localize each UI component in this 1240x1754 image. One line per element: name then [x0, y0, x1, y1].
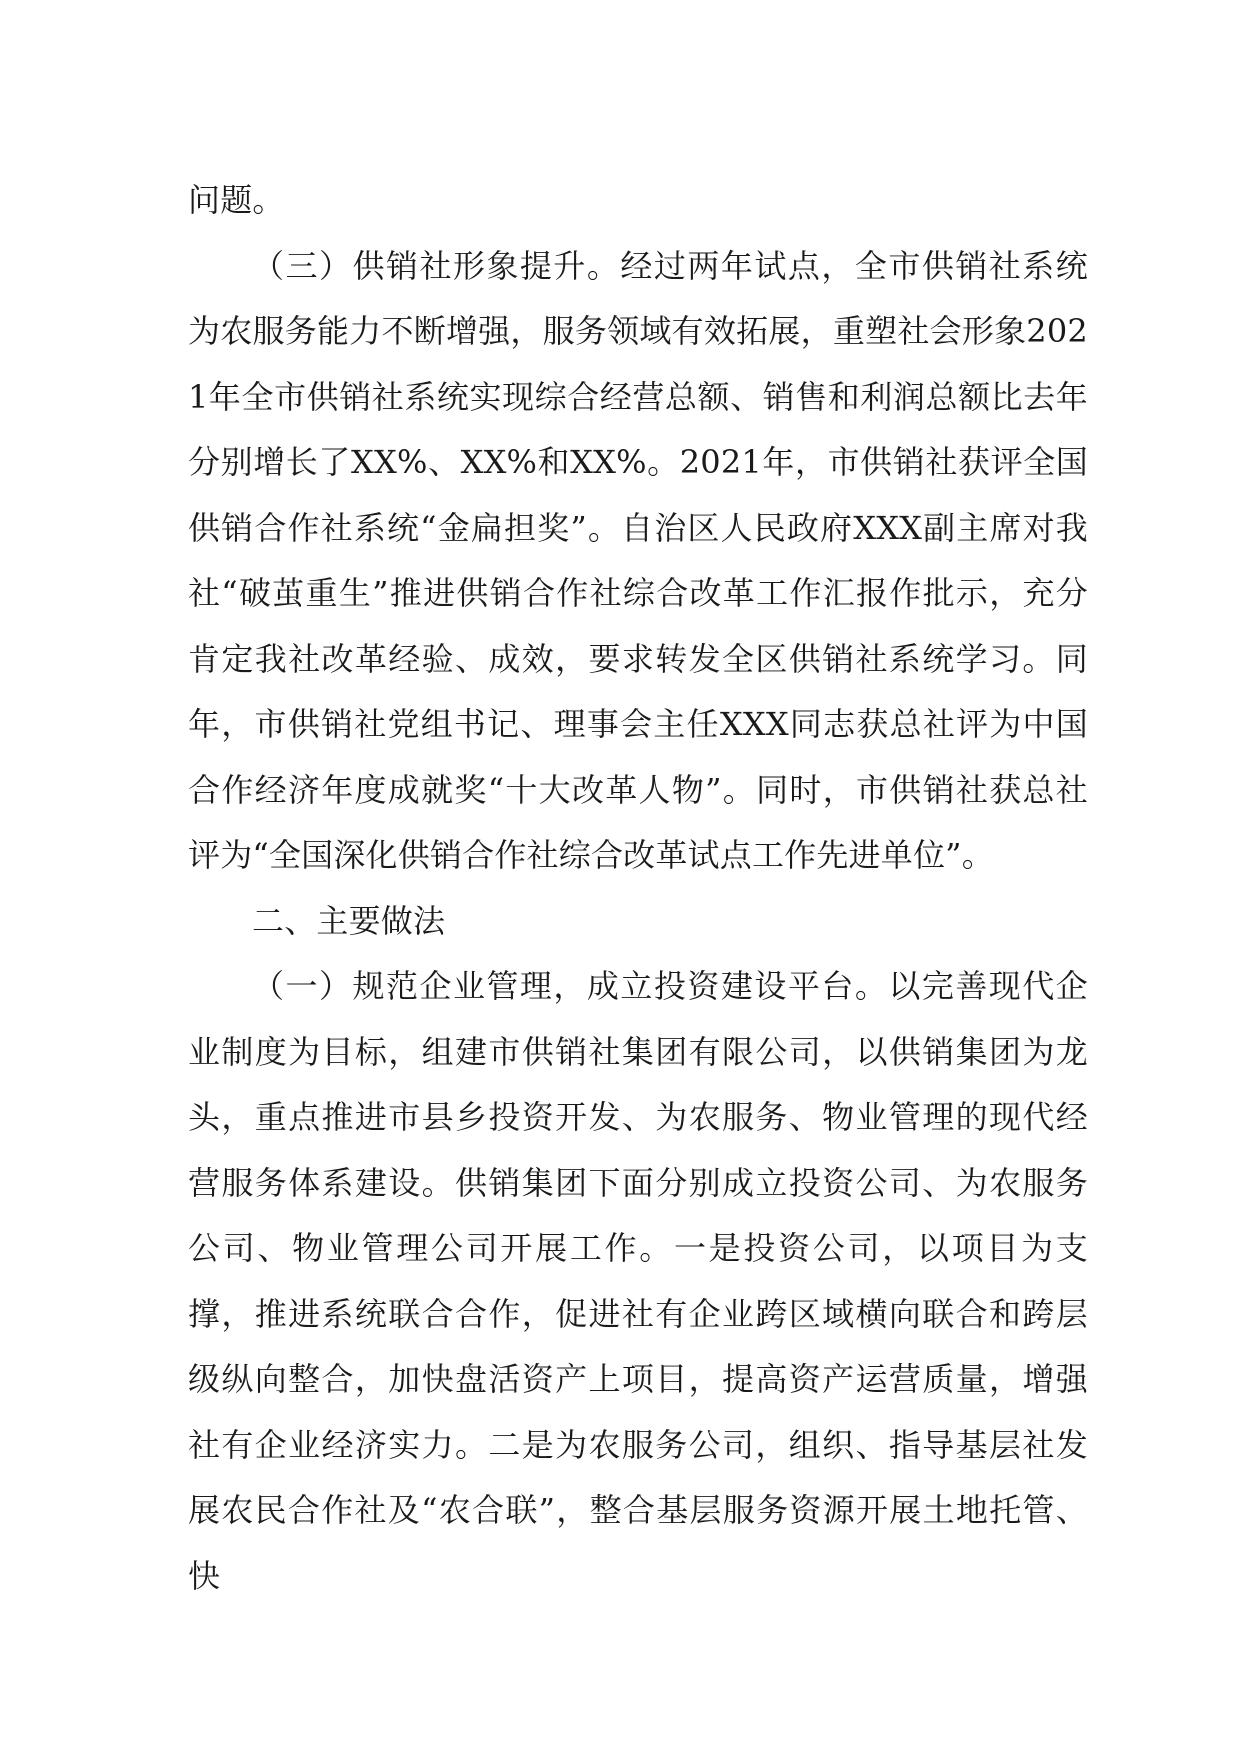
paragraph-2: （三）供销社形象提升。经过两年试点，全市供销社系统为农服务能力不断增强，服务领域有效拓展，重塑社会形象2021年全市供销社系统实现综合经营总额、销售和利润总额比去年分别增长了XX%、XX%和XX%。2021年，市供销社获评全国供销合作社系统“金扁担奖”。自治区人民政府XXX副主席对我社“破茧重生”推进供销合作社综合改革工作汇报作批示，充分肯定我社改革经验、成效，要求转发全区供销社系统学习。同年，市供销社党组书记、理事会主任XXX同志获总社评为中国合作经济年度成就奖“十大改革人物”。同时，市供销社获总社评为“全国深化供销合作社综合改革试点工作先进单位”。: [188, 246, 1088, 874]
paragraph-3: （一）规范企业管理，成立投资建设平台。以完善现代企业制度为目标，组建市供销社集团有限公司，以供销集团为龙头，重点推进市县乡投资开发、为农服务、物业管理的现代经营服务体系建设。供销集团下面分别成立投资公司、为农服务公司、物业管理公司开展工作。一是投资公司，以项目为支撑，推进系统联合合作，促进社有企业跨区域横向联合和跨层级纵向整合，加快盘活资产上项目，提高资产运营质量，增强社有企业经济实力。二是为农服务公司，组织、指导基层社发展农民合作社及“农合联”，整合基层服务资源开展土地托管、快: [188, 967, 1088, 1595]
document-body: [188, 168, 1088, 1609]
paragraph-1: 问题。: [188, 181, 285, 219]
section-heading: 二、主要做法: [252, 901, 446, 940]
